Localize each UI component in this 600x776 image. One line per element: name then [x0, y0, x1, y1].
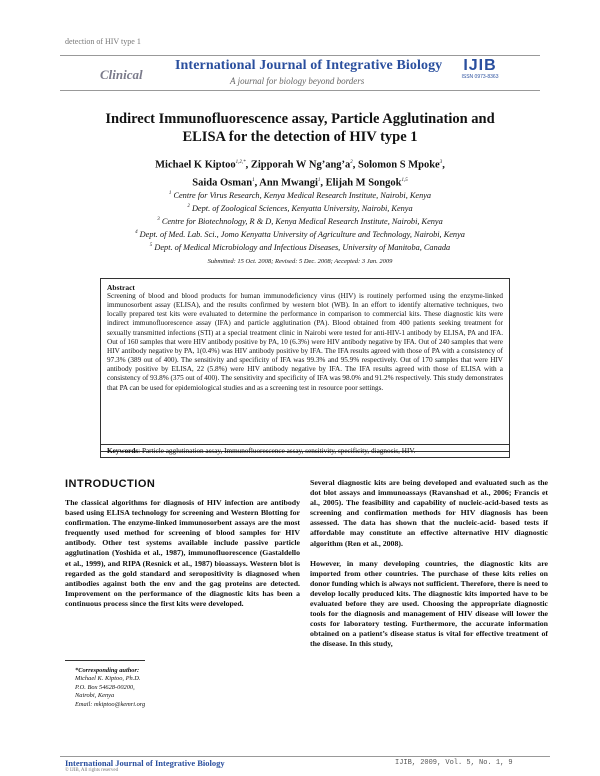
author-sep: ,: [352, 159, 359, 171]
section-label: Clinical: [100, 67, 143, 82]
affiliation: [80, 214, 520, 227]
affiliation-text: Dept. of Med. Lab. Sci., Jomo Kenyatta University of Agriculture and Technology, Nairobi, Kenya: [139, 229, 465, 239]
affiliation-list: [80, 188, 520, 253]
logo-text: IJIB: [463, 57, 497, 74]
author-name: Saida Osman: [192, 177, 253, 188]
issn-text: ISSN 0973-8363: [461, 74, 499, 80]
corresponding-line: Michael K. Kiptoo, Ph.D.: [75, 675, 141, 683]
journal-logo: [455, 58, 505, 81]
left-column: [65, 478, 300, 609]
affiliation-num: 1: [168, 191, 172, 196]
author-name: Zipporah W Ng’ang’a: [250, 159, 351, 171]
author-line: [80, 155, 520, 173]
corresponding-email: Email: mkiptoo@kemri.org: [75, 700, 146, 708]
footer-rule: [60, 756, 550, 757]
journal-title: International Journal of Integrative Biology: [175, 58, 443, 73]
author-sup: 1,5: [401, 177, 408, 183]
corresponding-heading: *Corresponding author:: [75, 667, 140, 674]
right-column: [310, 478, 548, 650]
affiliation: [80, 188, 520, 201]
corresponding-line: Nairobi, Kenya: [75, 692, 115, 700]
journal-tagline: A journal for biology beyond borders: [230, 76, 365, 86]
author-name: Solomon S Mpoke: [358, 159, 440, 171]
title-line: Indirect Immunofluorescence assay, Particle Agglutination and: [105, 111, 495, 127]
corresponding-line: P.O. Box 54628-00200,: [75, 683, 135, 691]
author-sup: 1: [317, 177, 321, 183]
keywords-label: Keywords: [107, 447, 139, 455]
author-name: Ann Mwangi: [259, 177, 318, 188]
affiliation-text: Centre for Biotechnology, R & D, Kenya Medical Research Institute, Nairobi, Kenya: [161, 216, 443, 226]
keywords-box: [100, 444, 510, 458]
affiliation: [80, 227, 520, 240]
abstract-text: Screening of blood and blood products for human immunodeficiency virus (HIV) is routinely performed using the enzyme-linked immunosorbent assay (ELISA), and the results confirmed by western blot (WB). In an effort to identify alternative techniques, two locally prepared test kits were evaluated to determine the performance in comparison to commercial kits. These diagnostic kits were indirect immunofluorescence assay (IFA) and particle agglutination (PA). Blood obtained from 400 patients seeking treatment for sexually transmitted infections (STI) at a special treatment clinic in Nairobi were tested for anti-HIV-1 antibody by ELISA, PA and IFA. Out of 160 samples that were HIV antibody positive by PA, 10 (6.3%) were HIV antibody negative by IFA. Out of 240 samples that were HIV antibody negative by PA, 1(0.4%) was HIV antibody positive by IFA. The IFA results agreed with those of PA with a consistency of 97.3% (389 out of 400). The sensitivity and specificity of IFA was 99.3% and 95.9% respectively. Out of 170 samples that were HIV antibody positive by ELISA, 22 (5.8%) were HIV antibody negative by IFA. The IFA results agreed with those of ELISA with a consistency of 93.8% (375 out of 400). The sensitivity and specificity of IFA was 98.0% and 91.2% respectively. This study demonstrates that PA can be used for epidemiological studies and as a screening test in resource poor settings.: [107, 292, 503, 392]
author-sep: ,: [320, 177, 326, 188]
footnote-rule: [65, 660, 145, 661]
author-name: Elijah M Songok: [325, 177, 402, 188]
footer-journal: International Journal of Integrative Biology: [65, 758, 225, 768]
author-name: Michael K Kiptoo: [155, 159, 236, 171]
affiliation: [80, 201, 520, 214]
author-sup: 1: [252, 177, 255, 183]
affiliation-num: 4: [135, 229, 138, 235]
affiliation-num: 3: [157, 216, 160, 222]
header-rule-bottom: [60, 90, 540, 91]
running-label: detection of HIV type 1: [65, 37, 141, 46]
affiliation: [80, 240, 520, 253]
abstract-box: [100, 278, 510, 452]
submission-dates: Submitted: 15 Oct. 2008; Revised: 5 Dec. 2008; Accepted: 3 Jan. 2009: [207, 258, 393, 265]
author-sep: ,: [442, 159, 445, 171]
affiliation-num: 2: [187, 203, 190, 209]
affiliation-num: 5: [149, 242, 153, 248]
author-list: [80, 155, 520, 190]
affiliation-text: Centre for Virus Research, Kenya Medical Research Institute, Nairobi, Kenya: [173, 190, 432, 200]
abstract-heading: Abstract: [107, 283, 135, 292]
keywords-text: : Particle agglutination assay, Immunofluorescence assay, sensitivity, specificity, diagnosis, HIV.: [138, 447, 416, 455]
introduction-heading: INTRODUCTION: [65, 478, 156, 490]
article-title: [80, 110, 520, 146]
corresponding-author: [75, 667, 145, 709]
author-sep: ,: [245, 159, 251, 171]
footer-citation: IJIB, 2009, Vol. 5, No. 1, 9: [395, 759, 513, 767]
intro-paragraph: The classical algorithms for diagnosis of HIV infection are antibody based using ELISA technology for screening and Western Blotting for confirmation. The enzyme-linked immunosorbent assays are the most frequently used method for screening of blood samples for HIV antibody. Other test systems available include passive particle agglutination (Yoshida et al., 1987), immunofluorescence (Gastaldello et al., 1999), and RIPA (Resnick et al., 1987) bioassays. Western blot is regarded as the gold standard and seropositivity is diagnosed when antibodies against both the env and the gag proteins are detected. Improvement on the performance of the diagnostic kits has been a continuous process since the first kits were developed.: [65, 498, 300, 608]
author-sup: 2: [350, 160, 353, 165]
intro-paragraph: Several diagnostic kits are being developed and evaluated such as the dot blot assays and immunoassays (Ravanshad et al., 2006; Francis et al., 2005). The feasibility and capability of nucleic-acid-based tests as screening and confirmation methods for HIV diagnosis has been assessed. The data has shown that the nucleic-acid- based tests if affordable may constitute an effective alternative HIV diagnostic algorithm (Ren et al., 2008).: [310, 478, 548, 548]
affiliation-text: Dept. of Zoological Sciences, Kenyatta University, Nairobi, Kenya: [191, 203, 413, 213]
title-line: ELISA for the detection of HIV type 1: [182, 129, 418, 145]
author-sep: ,: [254, 177, 260, 188]
affiliation-text: Dept. of Medical Microbiology and Infectious Diseases, University of Manitoba, Canada: [154, 242, 451, 252]
footer-copyright: © IJIB, All rights reserved: [65, 768, 119, 773]
intro-paragraph: However, in many developing countries, the diagnostic kits are imported from other countries. The purchase of these kits relies on donor funding which is always not sufficient. Therefore, there is need to develop locally produced kits. The diagnostic kits imported have to be evaluated before they are used. Choosing the appropriate diagnostic tools for the diagnosis and management of HIV disease will lower the costs for laboratory testing. Furthermore, the accurate information obtained on a patient’s disease status is vital for effective treatment of the disease. In this study,: [310, 558, 548, 649]
header-rule-top: [60, 55, 540, 56]
author-sup: 3: [439, 160, 443, 165]
author-sup: 1,2,*: [235, 160, 246, 165]
